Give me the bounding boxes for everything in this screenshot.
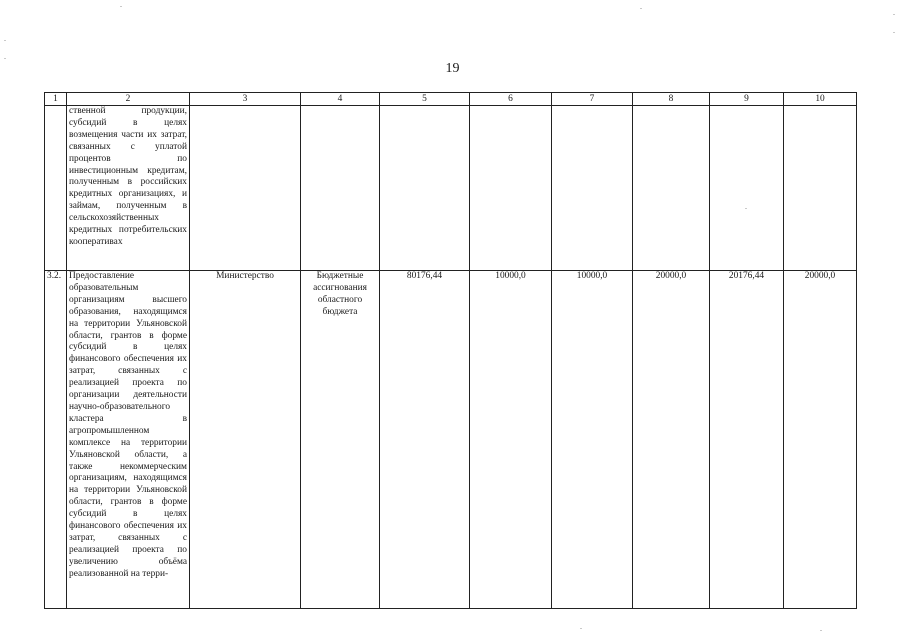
empty-cell bbox=[784, 106, 857, 271]
total-value-cell: 80176,44 bbox=[380, 271, 470, 609]
header-cell-6: 6 bbox=[470, 93, 552, 106]
budget-table bbox=[44, 92, 857, 609]
scan-speck bbox=[820, 630, 822, 631]
header-cell-2: 2 bbox=[67, 93, 190, 106]
header-cell-1: 1 bbox=[45, 93, 67, 106]
scan-speck bbox=[4, 58, 6, 59]
table-row bbox=[45, 106, 857, 271]
year-value-cell: 10000,0 bbox=[470, 271, 552, 609]
scan-speck bbox=[640, 8, 642, 9]
header-row bbox=[45, 93, 857, 106]
header-cell-9: 9 bbox=[710, 93, 784, 106]
scan-speck bbox=[580, 628, 582, 629]
row-number bbox=[45, 106, 67, 271]
header-cell-10: 10 bbox=[784, 93, 857, 106]
row-description: Предоставление образовательным организациям высшего образования, находящимся на территории Ульяновской области, грантов в форме субсидий в целях финансового обеспечения их затрат, связанных с реализацией проекта по организации деятельности научно-образовательного кластера в агропромышленном комплексе на территории Ульяновской области, а также некоммерческим организациям, находящимся на территории Ульяновской области, грантов в форме субсидий в целях финансового обеспечения их затрат, связанных с реализацией проекта по увеличению объёма реализованной на терри- bbox=[67, 271, 190, 609]
year-value-cell: 20176,44 bbox=[710, 271, 784, 609]
page-number: 19 bbox=[445, 61, 460, 76]
empty-cell bbox=[633, 106, 710, 271]
scan-speck bbox=[120, 6, 122, 7]
year-value-cell: 20000,0 bbox=[784, 271, 857, 609]
row-description: ственной продукции, субсидий в целях возмещения части их затрат, связанных с уплатой процентов по инвестиционным кредитам, полученным в российских кредитных организациях, и займам, полученным в сельскохозяйственных кредитных потребительских кооперативах bbox=[67, 106, 190, 271]
header-cell-7: 7 bbox=[552, 93, 633, 106]
empty-cell bbox=[301, 106, 380, 271]
scan-speck bbox=[893, 14, 895, 15]
empty-cell bbox=[710, 106, 784, 271]
year-value-cell: 20000,0 bbox=[633, 271, 710, 609]
executor-cell: Министерство bbox=[190, 271, 301, 609]
empty-cell bbox=[470, 106, 552, 271]
header-cell-8: 8 bbox=[633, 93, 710, 106]
empty-cell bbox=[552, 106, 633, 271]
header-cell-3: 3 bbox=[190, 93, 301, 106]
header-cell-4: 4 bbox=[301, 93, 380, 106]
table-row bbox=[45, 271, 857, 609]
empty-cell bbox=[190, 106, 301, 271]
empty-cell bbox=[380, 106, 470, 271]
row-number: 3.2. bbox=[45, 271, 67, 609]
year-value-cell: 10000,0 bbox=[552, 271, 633, 609]
funding-source-cell: Бюджетные ассигнования областного бюджета bbox=[301, 271, 380, 609]
scan-speck bbox=[4, 40, 6, 41]
header-cell-5: 5 bbox=[380, 93, 470, 106]
scan-speck bbox=[893, 32, 895, 33]
scan-speck bbox=[745, 208, 747, 209]
